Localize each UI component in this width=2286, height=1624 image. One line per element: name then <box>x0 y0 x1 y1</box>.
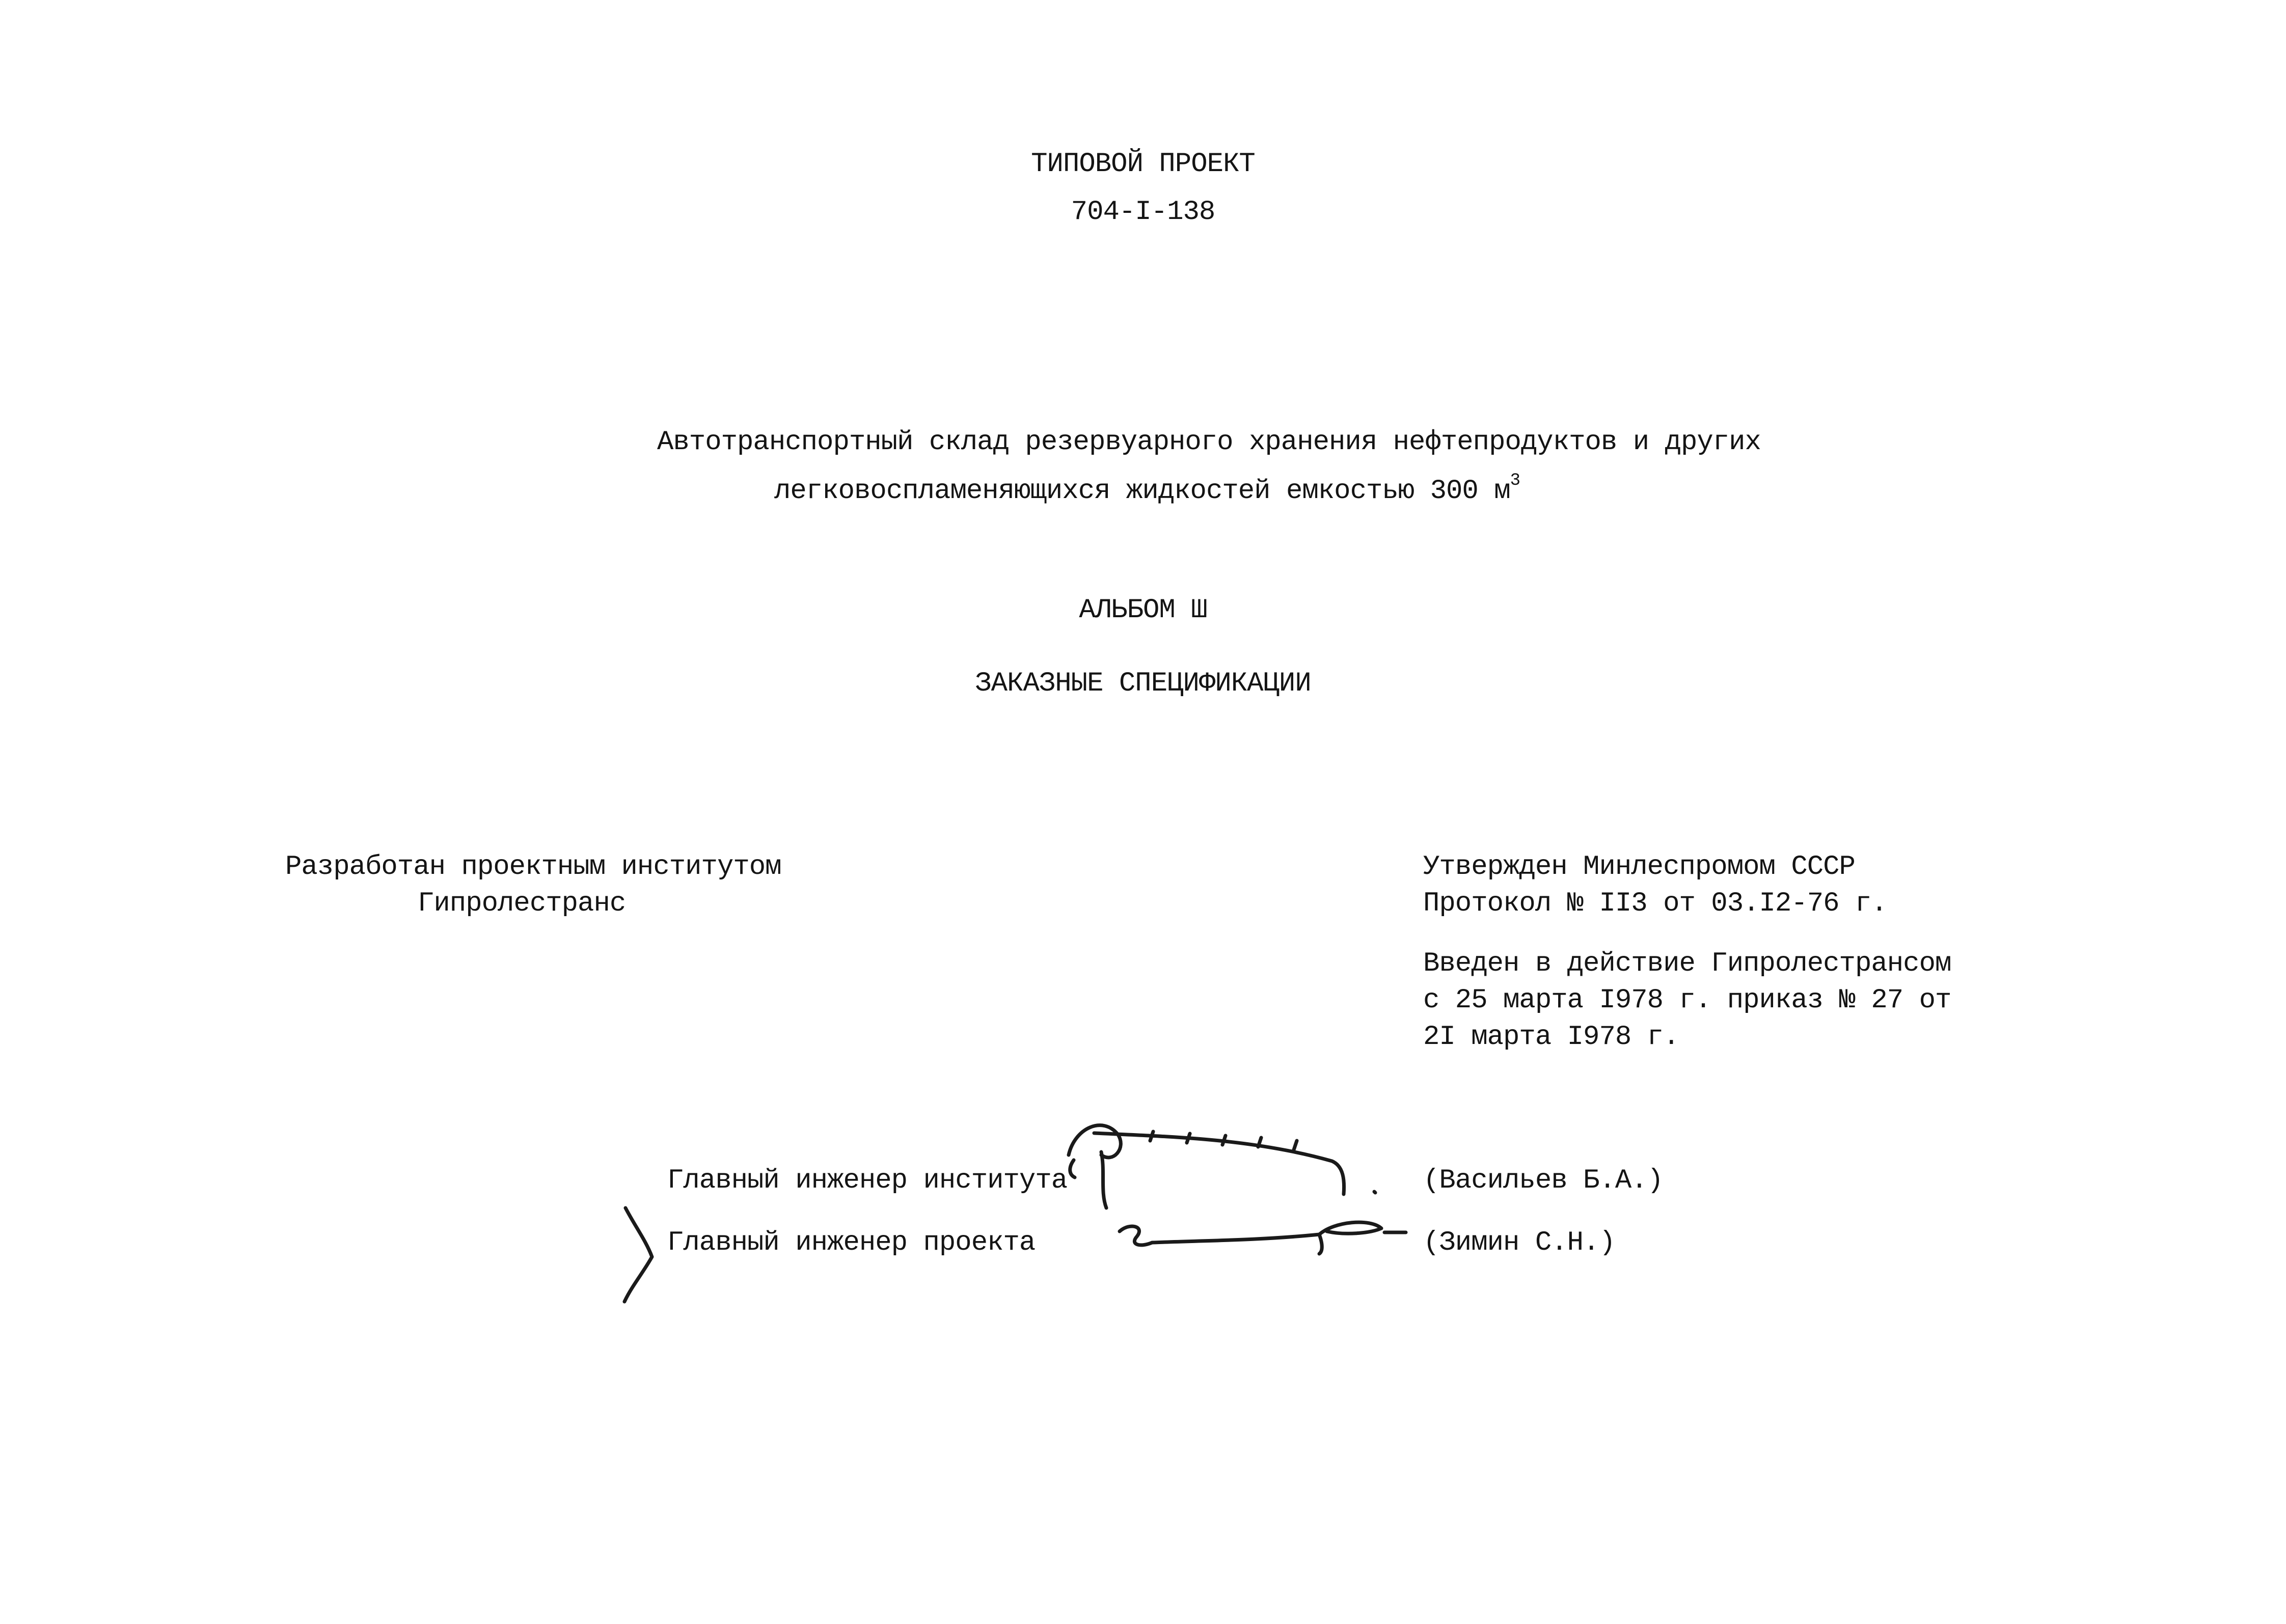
signature-vasiliev <box>1069 1125 1375 1208</box>
unit-superscript: 3 <box>1510 471 1520 490</box>
doc-number: 704-I-138 <box>1071 197 1215 228</box>
title-line-1: Автотранспортный склад резервуарного хранения нефтепродуктов и других <box>657 427 1761 458</box>
chief-engineer-project-name: (Зимин С.Н.) <box>1423 1227 1615 1258</box>
margin-mark <box>624 1208 652 1302</box>
approval-line-5: 2I марта I978 г. <box>1423 1022 1679 1053</box>
developer-line-2: Гипролестранс <box>418 888 626 919</box>
approval-line-1: Утвержден Минлеспромом СССР <box>1423 851 1855 883</box>
chief-engineer-institute-name: (Васильев Б.А.) <box>1423 1165 1664 1196</box>
signature-zimin <box>1120 1222 1406 1254</box>
album-name: АЛЬБОМ Ш <box>1079 595 1207 626</box>
approval-line-3: Введен в действие Гипролестрансом <box>1423 948 1951 979</box>
approval-line-4: с 25 марта I978 г. приказ № 27 от <box>1423 985 1951 1016</box>
chief-engineer-institute-label: Главный инженер института <box>667 1165 1068 1196</box>
approval-line-2: Протокол № II3 от 03.I2-76 г. <box>1423 888 1887 919</box>
album-subject: ЗАКАЗНЫЕ СПЕЦИФИКАЦИИ <box>975 668 1311 699</box>
title-line-2-text: легковоспламеняющихся жидкостей емкостью 300 м <box>774 476 1510 507</box>
developer-line-1: Разработан проектным институтом <box>285 851 781 883</box>
chief-engineer-project-label: Главный инженер проекта <box>667 1227 1036 1258</box>
doc-type: ТИПОВОЙ ПРОЕКТ <box>1031 149 1255 180</box>
